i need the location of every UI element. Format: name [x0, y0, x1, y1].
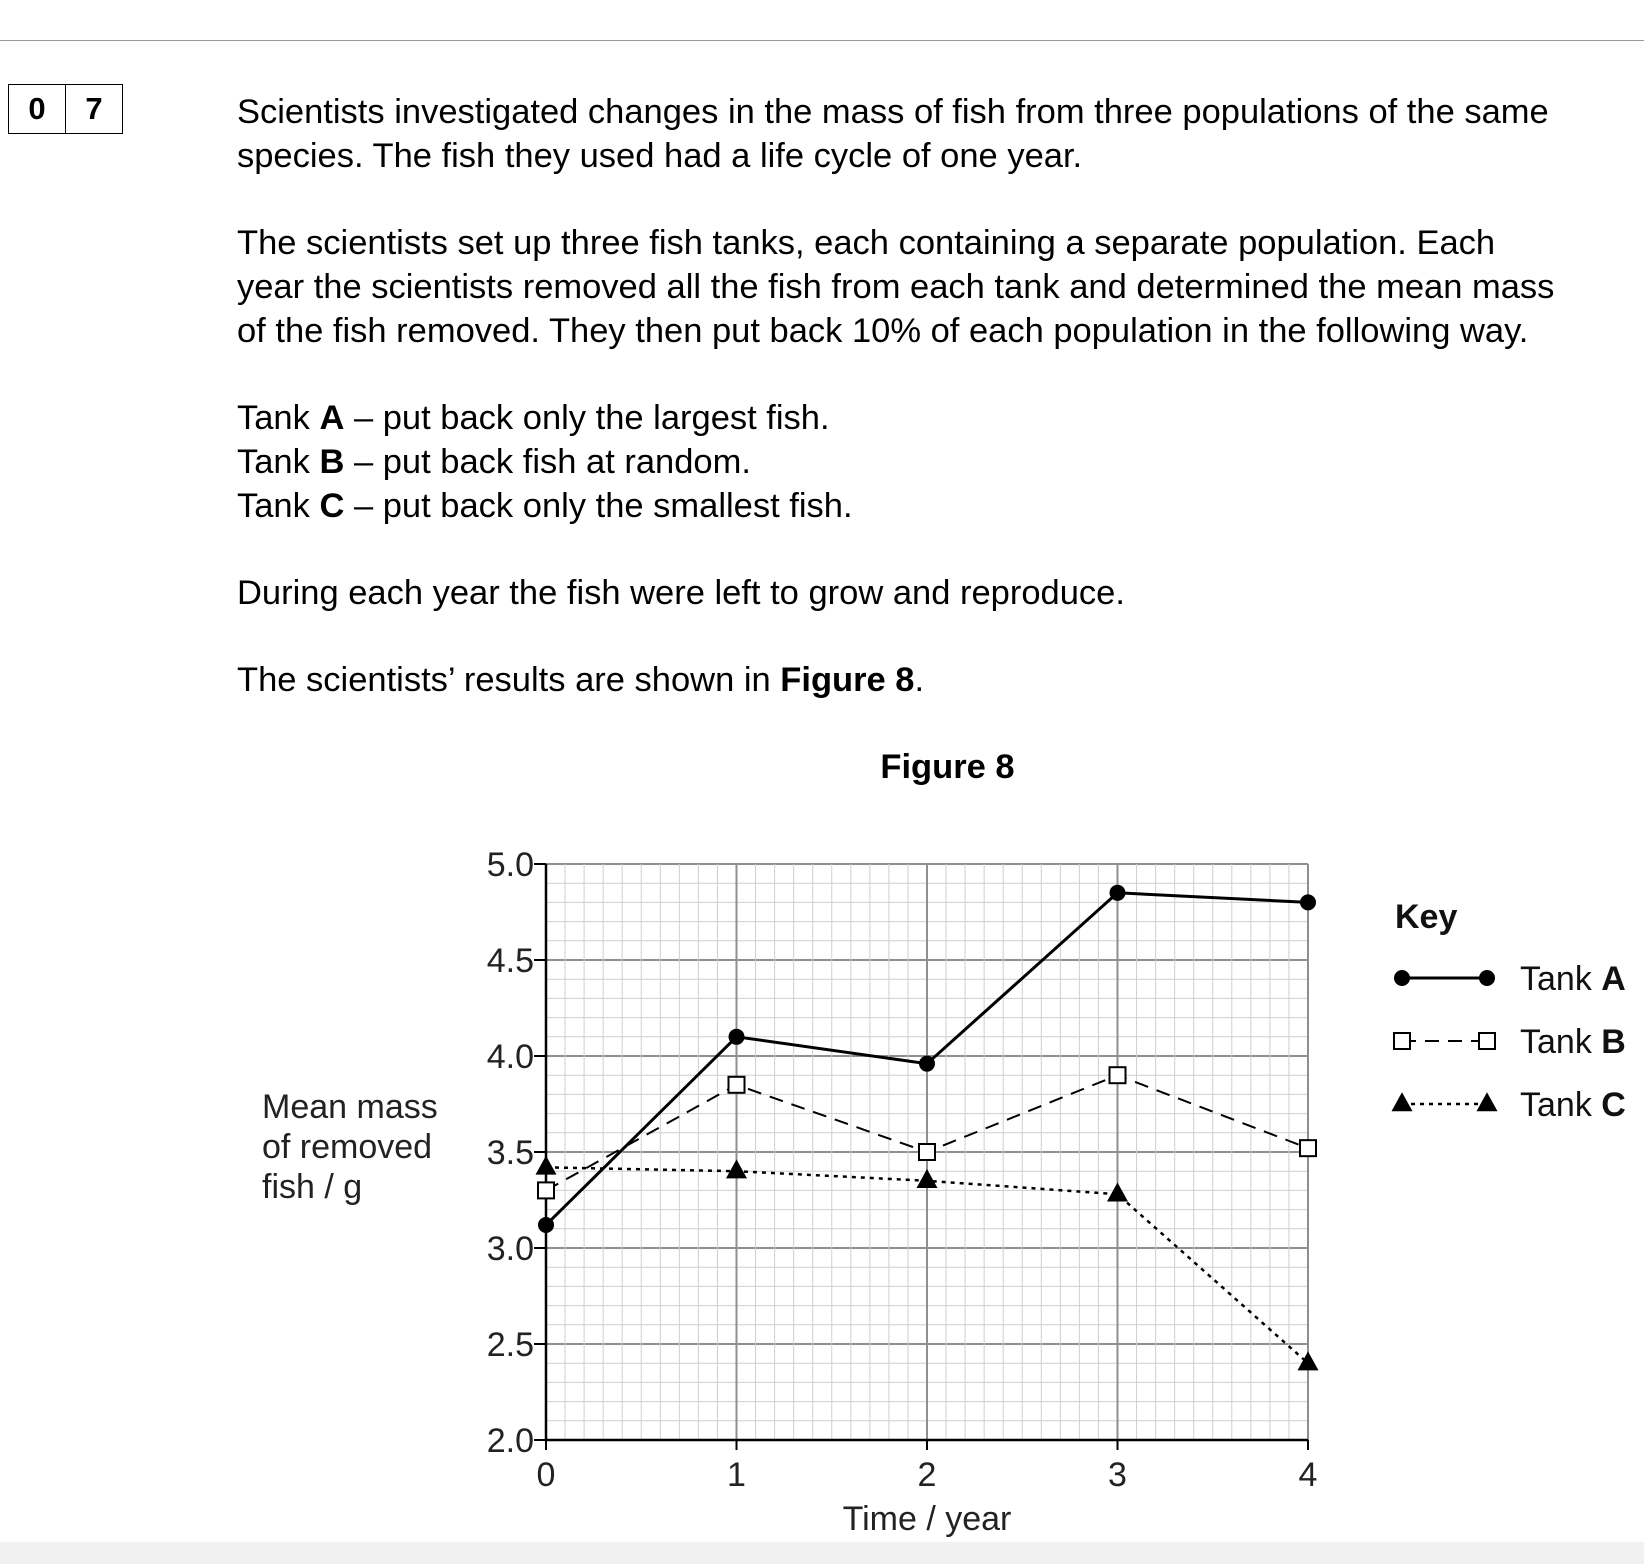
data-point-tank-c: [726, 1159, 747, 1178]
paragraph-line: of the fish removed. They then put back 10% of each population in the following way.: [237, 312, 1529, 350]
legend-marker: [1392, 1092, 1413, 1111]
figure-reference-line: The scientists’ results are shown in Figure 8.: [237, 661, 925, 699]
x-tick-label: 3: [1108, 1456, 1127, 1494]
y-tick-label: 3.5: [486, 1134, 534, 1172]
data-point-tank-b: [919, 1144, 935, 1160]
line-chart: [0, 820, 1644, 1540]
data-point-tank-c: [536, 1156, 557, 1175]
figure-title: Figure 8: [880, 748, 1015, 786]
paragraph-line: year the scientists removed all the fish from each tank and determined the mean mass: [237, 268, 1555, 306]
data-point-tank-c: [1107, 1182, 1128, 1201]
legend-marker: [1394, 970, 1410, 986]
legend-marker: [1479, 1033, 1495, 1049]
data-point-tank-a: [919, 1056, 935, 1072]
x-axis-label: Time / year: [842, 1500, 1012, 1538]
top-divider: [0, 40, 1644, 41]
y-tick-label: 4.5: [486, 942, 534, 980]
x-tick-label: 2: [917, 1456, 937, 1494]
y-tick-label: 5.0: [486, 846, 534, 884]
paragraph-line: species. The fish they used had a life cycle of one year.: [237, 137, 1083, 175]
x-tick-label: 0: [536, 1456, 556, 1494]
bottom-bar: [0, 1542, 1644, 1564]
data-point-tank-a: [1300, 894, 1316, 910]
legend-label-tank-c: Tank C: [1520, 1086, 1626, 1124]
data-point-tank-b: [538, 1182, 554, 1198]
data-point-tank-b: [1110, 1067, 1126, 1083]
data-point-tank-c: [1298, 1351, 1319, 1370]
legend-marker: [1477, 1092, 1498, 1111]
question-text: [237, 90, 1644, 702]
y-tick-label: 2.5: [486, 1326, 534, 1364]
question-number-box: [8, 84, 123, 134]
y-axis-label: fish / g: [262, 1168, 363, 1206]
y-axis-label: of removed: [262, 1128, 433, 1166]
paragraph-line: The scientists set up three fish tanks, each containing a separate population. Each: [237, 224, 1496, 262]
tank-a-instruction: Tank A – put back only the largest fish.: [237, 399, 830, 437]
y-axis-label: Mean mass: [262, 1088, 438, 1126]
x-tick-label: 4: [1298, 1456, 1318, 1494]
legend-label-tank-a: Tank A: [1520, 960, 1626, 998]
legend-title: Key: [1395, 898, 1458, 936]
data-point-tank-a: [1110, 885, 1126, 901]
y-tick-label: 2.0: [486, 1422, 534, 1460]
paragraph-line: During each year the fish were left to grow and reproduce.: [237, 574, 1125, 612]
data-point-tank-b: [1300, 1140, 1316, 1156]
tank-c-instruction: Tank C – put back only the smallest fish.: [237, 487, 853, 525]
legend-label-tank-b: Tank B: [1520, 1023, 1626, 1061]
y-tick-label: 4.0: [486, 1038, 534, 1076]
question-number-digit-1: 0: [28, 91, 46, 126]
question-number-digit-2: 7: [65, 85, 122, 133]
tank-b-instruction: Tank B – put back fish at random.: [237, 443, 751, 481]
x-tick-label: 1: [727, 1456, 746, 1494]
legend-marker: [1479, 970, 1495, 986]
data-point-tank-a: [729, 1029, 745, 1045]
data-point-tank-a: [538, 1217, 554, 1233]
y-tick-label: 3.0: [486, 1230, 534, 1268]
paragraph-line: Scientists investigated changes in the mass of fish from three populations of the same: [237, 93, 1549, 131]
legend-marker: [1394, 1033, 1410, 1049]
data-point-tank-b: [729, 1077, 745, 1093]
data-point-tank-c: [917, 1169, 938, 1188]
